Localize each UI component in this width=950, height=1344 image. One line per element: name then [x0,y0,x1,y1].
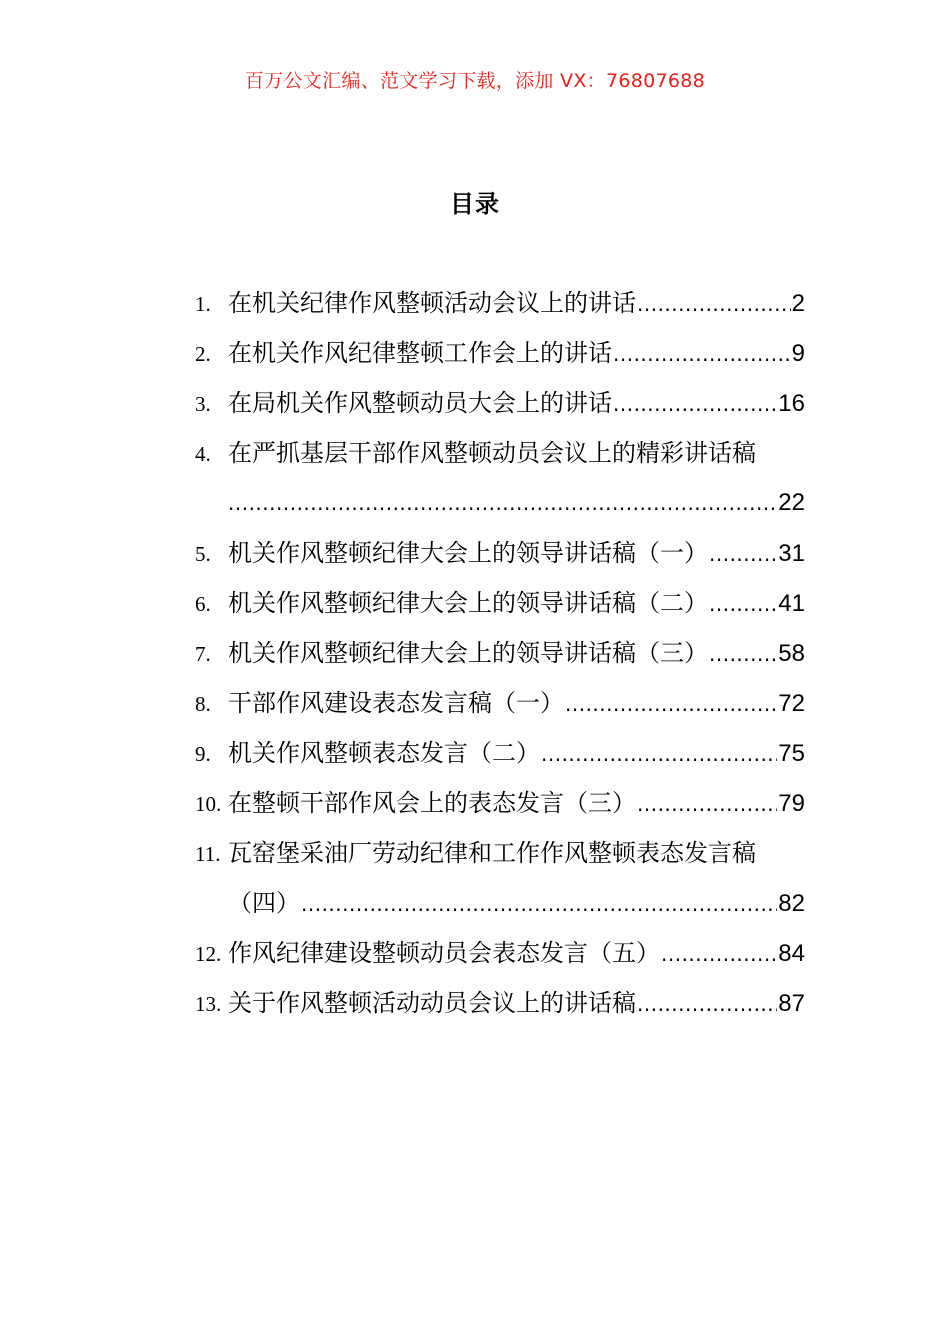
promo-header: 百万公文汇编、范文学习下载，添加 VX：76807688 [244,70,706,92]
toc-entry-title: 在机关作风纪律整顿工作会上的讲话 [228,339,612,367]
toc-entry-page: 2 [791,290,805,317]
dot-leader [613,329,791,379]
toc-entry-number: 6. [195,592,211,616]
toc-entry-9[interactable] [195,728,805,778]
toc-entry-page: 82 [778,890,805,917]
table-of-contents [195,278,805,1028]
dot-leader [613,379,777,429]
dot-leader [709,579,777,629]
toc-entry-number: 7. [195,642,211,666]
toc-entry-1[interactable] [195,278,805,328]
toc-entry-page: 75 [778,740,805,767]
toc-entry-12[interactable] [195,928,805,978]
page-title: 目录 [450,190,500,218]
dot-leader [637,279,791,329]
toc-entry-page: 84 [778,940,805,967]
toc-entry-number: 1. [195,292,211,316]
toc-entry-page: 87 [778,990,805,1017]
toc-entry-13[interactable] [195,978,805,1028]
toc-entry-number: 13. [195,992,222,1016]
toc-entry-page: 58 [778,640,805,667]
toc-entry-page: 41 [778,590,805,617]
toc-entry-2[interactable] [195,328,805,378]
toc-entry-title: 关于作风整顿活动动员会议上的讲话稿 [228,989,636,1017]
dot-leader [301,879,777,929]
toc-entry-6[interactable] [195,578,805,628]
toc-entry-title: 瓦窑堡采油厂劳动纪律和工作作风整顿表态发言稿 [228,839,756,867]
toc-entry-number: 2. [195,342,211,366]
toc-entry-title: 干部作风建设表态发言稿（一） [228,689,564,717]
toc-entry-5[interactable] [195,528,805,578]
toc-entry-title: 在整顿干部作风会上的表态发言（三） [228,789,636,817]
dot-leader [709,629,777,679]
toc-entry-page: 72 [778,690,805,717]
toc-entry-11-continued[interactable] [195,878,805,928]
toc-entry-number: 9. [195,742,211,766]
toc-entry-title: 作风纪律建设整顿动员会表态发言（五） [228,939,660,967]
toc-entry-number: 8. [195,692,211,716]
toc-entry-4-continued[interactable] [195,478,805,528]
toc-entry-number: 10. [195,792,222,816]
toc-entry-11[interactable] [195,828,805,878]
toc-entry-number: 3. [195,392,211,416]
toc-entry-title-continued: （四） [228,889,300,917]
dot-leader [541,729,777,779]
toc-entry-number: 5. [195,542,211,566]
dot-leader [565,679,777,729]
toc-entry-title: 机关作风整顿纪律大会上的领导讲话稿（一） [228,539,708,567]
toc-entry-4[interactable] [195,428,805,478]
toc-entry-page: 22 [778,489,805,516]
toc-entry-number: 4. [195,442,211,466]
dot-leader [228,478,777,528]
dot-leader [637,979,777,1029]
toc-entry-title: 机关作风整顿表态发言（二） [228,739,540,767]
dot-leader [709,529,777,579]
toc-entry-page: 79 [778,790,805,817]
toc-entry-page: 9 [791,340,805,367]
toc-entry-number: 11. [195,842,221,866]
toc-entry-title: 机关作风整顿纪律大会上的领导讲话稿（三） [228,639,708,667]
toc-entry-7[interactable] [195,628,805,678]
toc-entry-number: 12. [195,942,222,966]
toc-entry-3[interactable] [195,378,805,428]
dot-leader [661,929,777,979]
toc-entry-8[interactable] [195,678,805,728]
toc-entry-title: 在机关纪律作风整顿活动会议上的讲话 [228,289,636,317]
dot-leader [637,779,777,829]
toc-entry-title: 机关作风整顿纪律大会上的领导讲话稿（二） [228,589,708,617]
toc-entry-title: 在局机关作风整顿动员大会上的讲话 [228,389,612,417]
toc-entry-10[interactable] [195,778,805,828]
toc-entry-title: 在严抓基层干部作风整顿动员会议上的精彩讲话稿 [228,439,756,467]
toc-entry-page: 16 [778,390,805,417]
toc-entry-page: 31 [778,540,805,567]
